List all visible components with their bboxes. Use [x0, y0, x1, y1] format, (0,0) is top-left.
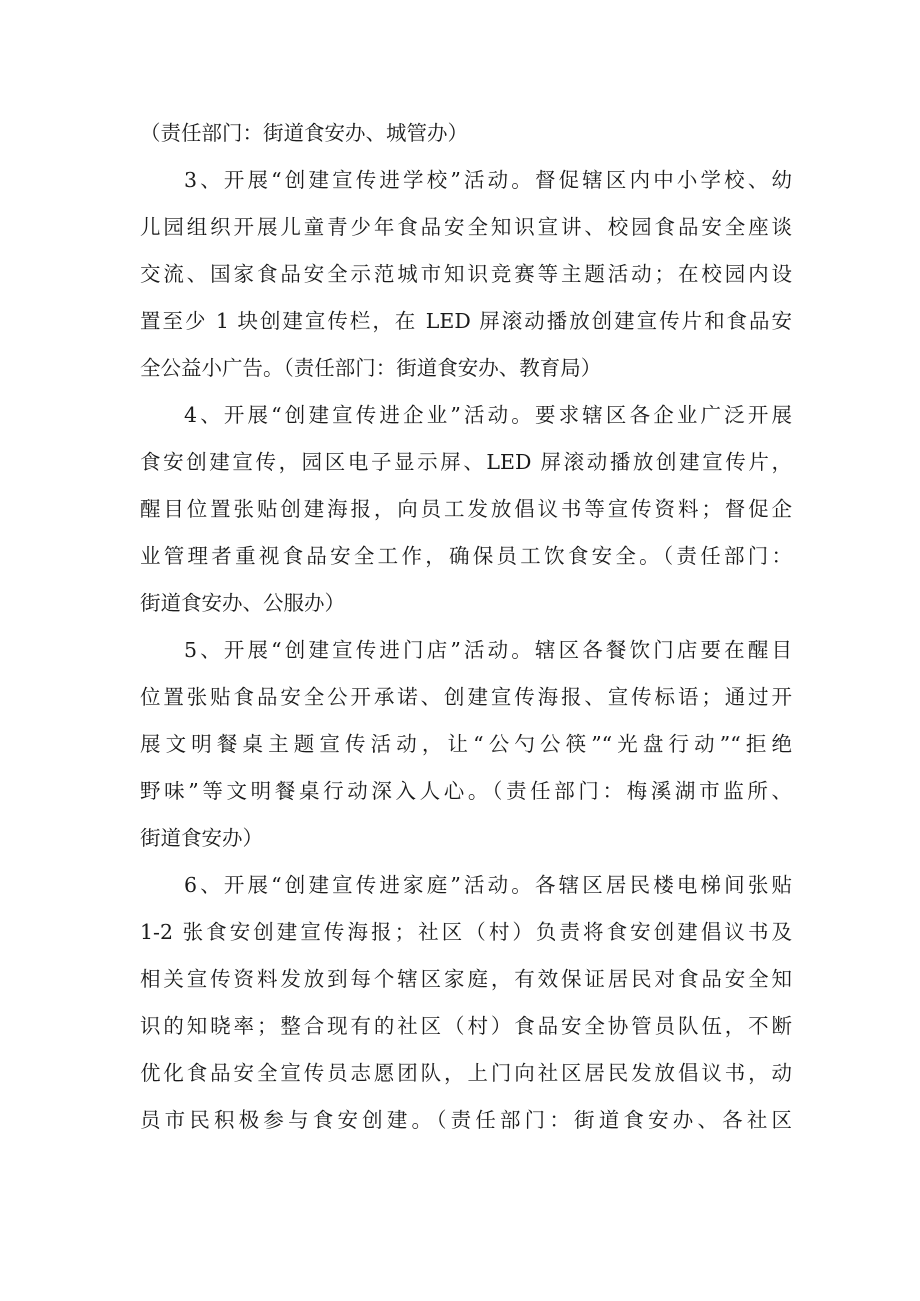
- text-line: 1-2 张食安创建宣传海报；社区（村）负责将食安创建倡议书及: [140, 920, 792, 944]
- paragraph-4: [140, 392, 792, 627]
- paragraph-6: [140, 862, 792, 1144]
- text-line: 交流、国家食品安全示范城市知识竞赛等主题活动；在校园内设: [140, 262, 792, 286]
- text-line: 街道食安办）: [140, 826, 263, 850]
- paragraph-intro: [140, 110, 792, 157]
- text-line: 街道食安办、公服办）: [140, 591, 345, 615]
- document-body: [140, 110, 792, 1144]
- text-line: 4、开展“创建宣传进企业”活动。要求辖区各企业广泛开展: [184, 403, 792, 427]
- text-line: 6、开展“创建宣传进家庭”活动。各辖区居民楼电梯间张贴: [184, 873, 792, 897]
- text-line: 儿园组织开展儿童青少年食品安全知识宣讲、校园食品安全座谈: [140, 215, 792, 239]
- text-line: 优化食品安全宣传员志愿团队，上门向社区居民发放倡议书，动: [140, 1061, 792, 1085]
- paragraph-5: [140, 627, 792, 862]
- text-line: 员市民积极参与食安创建。（责任部门：街道食安办、各社区: [140, 1108, 792, 1132]
- text-line: 展文明餐桌主题宣传活动，让“公勺公筷”“光盘行动”“拒绝: [140, 732, 792, 756]
- text-line: 位置张贴食品安全公开承诺、创建宣传海报、宣传标语；通过开: [140, 685, 792, 709]
- paragraph-3: [140, 157, 792, 392]
- text-line: 业管理者重视食品安全工作，确保员工饮食安全。（责任部门：: [140, 544, 792, 568]
- text-line: 醒目位置张贴创建海报，向员工发放倡议书等宣传资料；督促企: [140, 497, 792, 521]
- text-line: 置至少 1 块创建宣传栏，在 LED 屏滚动播放创建宣传片和食品安: [140, 309, 792, 333]
- text-line: 相关宣传资料发放到每个辖区家庭，有效保证居民对食品安全知: [140, 967, 792, 991]
- text-line: 3、开展“创建宣传进学校”活动。督促辖区内中小学校、幼: [184, 168, 792, 192]
- text-line: 5、开展“创建宣传进门店”活动。辖区各餐饮门店要在醒目: [184, 638, 792, 662]
- text-line: 食安创建宣传，园区电子显示屏、LED 屏滚动播放创建宣传片，: [140, 450, 792, 474]
- text-line: 识的知晓率；整合现有的社区（村）食品安全协管员队伍，不断: [140, 1014, 792, 1038]
- text-line: （责任部门：街道食安办、城管办）: [140, 121, 468, 145]
- text-line: 野味”等文明餐桌行动深入人心。（责任部门：梅溪湖市监所、: [140, 779, 792, 803]
- text-line: 全公益小广告。（责任部门：街道食安办、教育局）: [140, 356, 602, 380]
